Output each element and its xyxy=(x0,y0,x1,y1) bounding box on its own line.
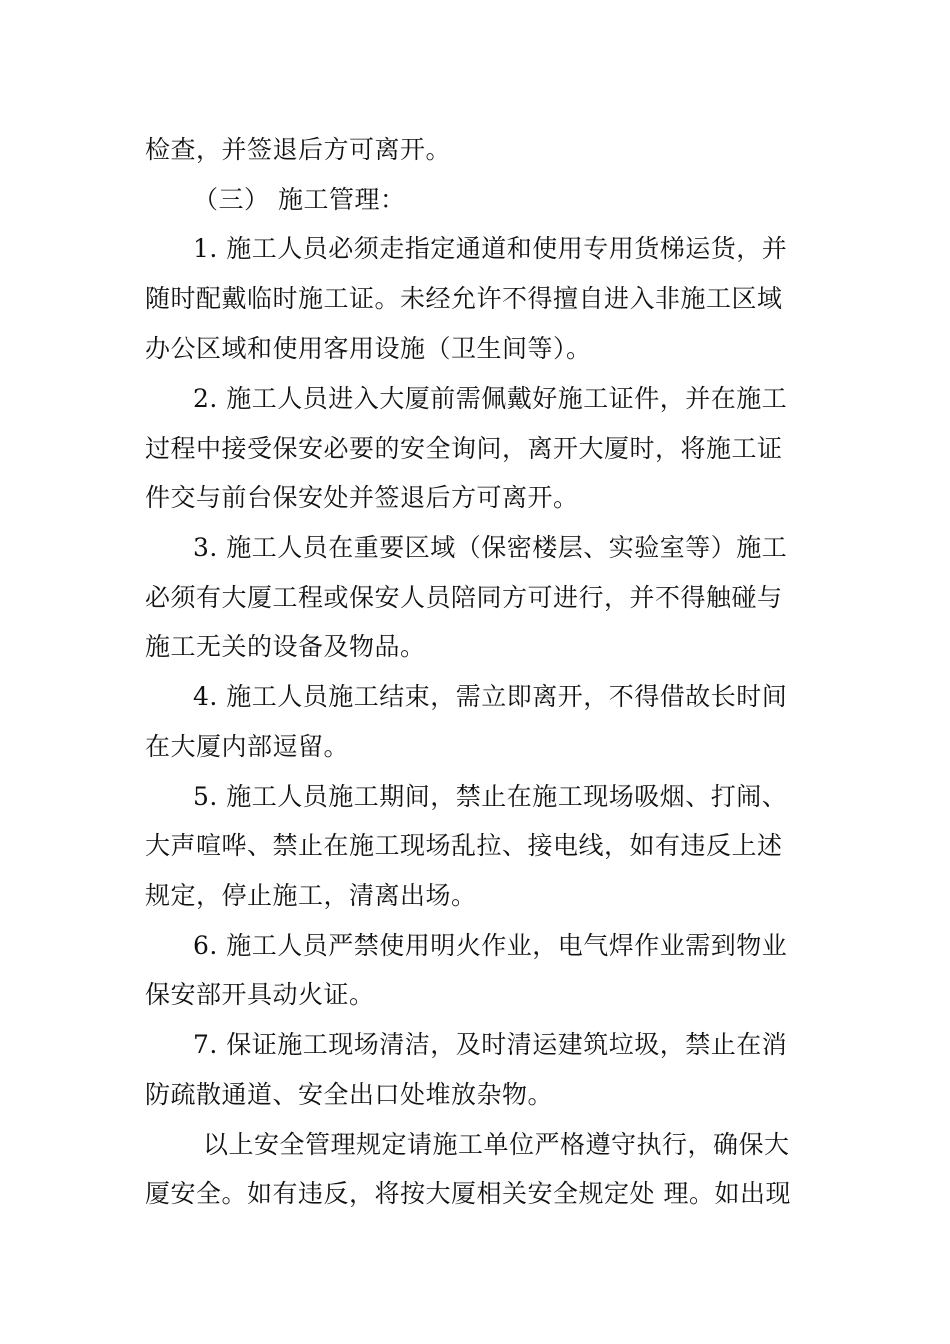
text-line: 件交与前台保安处并签退后方可离开。 xyxy=(145,483,579,512)
text-line: 以上安全管理规定请施工单位严格遵守执行，确保大 xyxy=(203,1130,790,1159)
text-line: 规定，停止施工，清离出场。 xyxy=(145,881,477,910)
text-line: 1. 施工人员必须走指定通道和使用专用货梯运货，并 xyxy=(193,234,788,263)
text-line: 随时配戴临时施工证。未经允许不得擅自进入非施工区域 xyxy=(145,284,783,313)
text-line: 3. 施工人员在重要区域（保密楼层、实验室等）施工 xyxy=(193,533,788,562)
section-heading: （三） 施工管理： xyxy=(193,185,406,214)
text-line: 过程中接受保安必要的安全询问，离开大厦时，将施工证 xyxy=(145,434,783,463)
text-line: 2. 施工人员进入大厦前需佩戴好施工证件，并在施工 xyxy=(193,384,788,413)
text-line: 必须有大厦工程或保安人员陪同方可进行，并不得触碰与 xyxy=(145,583,783,612)
text-line: 7. 保证施工现场清洁，及时清运建筑垃圾，禁止在消 xyxy=(193,1030,788,1059)
text-line: 在大厦内部逗留。 xyxy=(145,732,350,761)
text-line: 大声喧哗、禁止在施工现场乱拉、接电线，如有违反上述 xyxy=(145,831,783,860)
text-line: 6. 施工人员严禁使用明火作业，电气焊作业需到物业 xyxy=(193,931,788,960)
text-line: 厦安全。如有违反，将按大厦相关安全规定处 理。如出现 xyxy=(145,1179,791,1208)
text-line: 检查，并签退后方可离开。 xyxy=(145,135,452,164)
text-line: 保安部开具动火证。 xyxy=(145,980,375,1009)
text-line: 防疏散通道、安全出口处堆放杂物。 xyxy=(145,1080,554,1109)
text-line: 办公区域和使用客用设施（卫生间等）。 xyxy=(145,334,592,363)
text-line: 4. 施工人员施工结束，需立即离开，不得借故长时间 xyxy=(193,682,788,711)
text-line: 5. 施工人员施工期间，禁止在施工现场吸烟、打闹、 xyxy=(193,782,788,811)
text-line: 施工无关的设备及物品。 xyxy=(145,632,426,661)
